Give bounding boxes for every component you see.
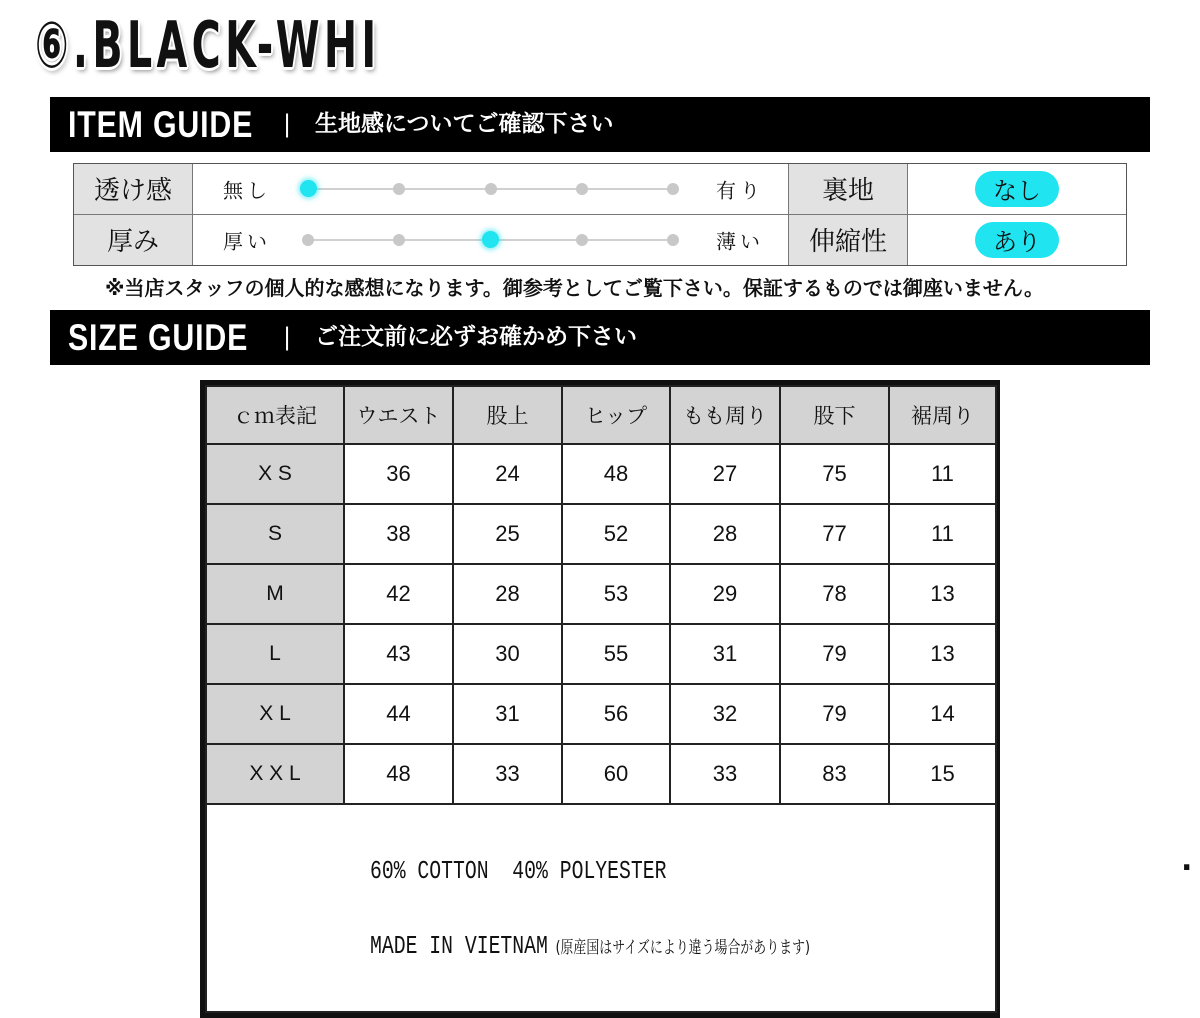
size-label: X S bbox=[206, 444, 344, 504]
measurement-cell: 44 bbox=[344, 684, 453, 744]
measurement-cell: 27 bbox=[670, 444, 780, 504]
size-row bbox=[206, 564, 996, 624]
size-guide-heading: SIZE GUIDE bbox=[68, 317, 249, 358]
measurement-header: ウエスト bbox=[344, 386, 453, 444]
measurement-cell: 11 bbox=[889, 444, 996, 504]
measurement-header: 股下 bbox=[780, 386, 889, 444]
size-guide-separator: | bbox=[283, 323, 292, 351]
scale-step bbox=[665, 179, 681, 199]
item-label-transparency: 透け感 bbox=[74, 164, 193, 215]
measurement-header: 股上 bbox=[453, 386, 562, 444]
size-guide-bar bbox=[50, 310, 1150, 365]
scale-step bbox=[391, 179, 407, 199]
size-row bbox=[206, 684, 996, 744]
measurement-header: 裾周り bbox=[889, 386, 996, 444]
measurement-cell: 43 bbox=[344, 624, 453, 684]
size-table-header-row bbox=[206, 386, 996, 444]
stretch-value-cell bbox=[908, 215, 1126, 266]
measurement-cell: 36 bbox=[344, 444, 453, 504]
scale-dot-selected bbox=[482, 231, 499, 248]
lining-value-badge: なし bbox=[975, 171, 1059, 207]
fabric-info-cell bbox=[206, 804, 996, 1012]
measurement-cell: 79 bbox=[780, 624, 889, 684]
unit-header: ｃｍ表記 bbox=[206, 386, 344, 444]
measurement-cell: 13 bbox=[889, 624, 996, 684]
scale-step bbox=[300, 179, 316, 199]
measurement-cell: 78 bbox=[780, 564, 889, 624]
size-row bbox=[206, 444, 996, 504]
measurement-cell: 52 bbox=[562, 504, 670, 564]
measurement-cell: 48 bbox=[562, 444, 670, 504]
measurement-cell: 56 bbox=[562, 684, 670, 744]
measurement-cell: 33 bbox=[453, 744, 562, 804]
transparency-scale bbox=[193, 164, 789, 215]
size-label: X L bbox=[206, 684, 344, 744]
measurement-cell: 31 bbox=[670, 624, 780, 684]
size-table-body bbox=[206, 444, 996, 804]
size-table bbox=[205, 385, 997, 1013]
size-label: S bbox=[206, 504, 344, 564]
item-guide-heading: ITEM GUIDE bbox=[68, 104, 254, 145]
item-label-thickness: 厚み bbox=[74, 215, 193, 266]
scale-dot bbox=[393, 234, 405, 246]
color-variant-title: ⑥.BLACK-WHI bbox=[35, 9, 381, 83]
scale-left-label: 厚い bbox=[223, 229, 271, 254]
measurement-cell: 11 bbox=[889, 504, 996, 564]
size-table-frame bbox=[200, 380, 1000, 1018]
item-label-lining: 裏地 bbox=[789, 164, 908, 215]
scale-dot bbox=[302, 234, 314, 246]
stretch-value-badge: あり bbox=[975, 222, 1059, 258]
measurement-cell: 42 bbox=[344, 564, 453, 624]
size-row bbox=[206, 504, 996, 564]
size-row bbox=[206, 744, 996, 804]
scale-right-label: 有り bbox=[716, 178, 764, 203]
measurement-cell: 29 bbox=[670, 564, 780, 624]
scale-right-label: 薄い bbox=[716, 229, 764, 254]
scale-dot-selected bbox=[300, 180, 317, 197]
size-label: L bbox=[206, 624, 344, 684]
scale-left-label: 無し bbox=[223, 178, 271, 203]
scale-dot bbox=[576, 234, 588, 246]
measurement-cell: 79 bbox=[780, 684, 889, 744]
scale-step bbox=[300, 230, 316, 250]
measurement-cell: 28 bbox=[670, 504, 780, 564]
disclaimer-note: ※当店スタッフの個人的な感想になります。御参考としてご覧下さい。保証するものでは御座いません。 bbox=[105, 276, 1045, 300]
item-guide-subtitle: 生地感についてご確認下さい bbox=[315, 111, 614, 137]
measurement-cell: 31 bbox=[453, 684, 562, 744]
scale-step bbox=[483, 230, 499, 250]
size-guide-subtitle: ご注文前に必ずお確かめ下さい bbox=[315, 324, 637, 350]
measurement-header: もも周り bbox=[670, 386, 780, 444]
origin-line bbox=[370, 931, 845, 961]
measurement-cell: 28 bbox=[453, 564, 562, 624]
size-row bbox=[206, 624, 996, 684]
measurement-cell: 77 bbox=[780, 504, 889, 564]
scale-step bbox=[574, 230, 590, 250]
measurement-cell: 24 bbox=[453, 444, 562, 504]
scale-dot bbox=[667, 234, 679, 246]
scale-dot bbox=[393, 183, 405, 195]
size-label: X X L bbox=[206, 744, 344, 804]
scale-step bbox=[483, 179, 499, 199]
scale-dot bbox=[485, 183, 497, 195]
country-of-origin: MADE IN VIETNAM bbox=[370, 931, 548, 961]
measurement-header: ヒップ bbox=[562, 386, 670, 444]
item-label-stretch: 伸縮性 bbox=[789, 215, 908, 266]
measurement-cell: 55 bbox=[562, 624, 670, 684]
origin-note: (原産国はサイズにより違う場合があります) bbox=[555, 938, 811, 958]
material-composition: 60% COTTON 40% POLYESTER bbox=[370, 856, 667, 886]
trailing-mark: . bbox=[1181, 843, 1193, 878]
measurement-cell: 13 bbox=[889, 564, 996, 624]
measurement-cell: 83 bbox=[780, 744, 889, 804]
scale-track bbox=[300, 179, 681, 199]
measurement-cell: 48 bbox=[344, 744, 453, 804]
item-guide-separator: | bbox=[283, 110, 292, 138]
scale-step bbox=[665, 230, 681, 250]
size-label: M bbox=[206, 564, 344, 624]
fabric-info bbox=[370, 805, 845, 1011]
scale-track bbox=[300, 230, 681, 250]
measurement-cell: 33 bbox=[670, 744, 780, 804]
measurement-cell: 14 bbox=[889, 684, 996, 744]
measurement-cell: 53 bbox=[562, 564, 670, 624]
measurement-cell: 60 bbox=[562, 744, 670, 804]
scale-step bbox=[391, 230, 407, 250]
fabric-feel-table bbox=[73, 163, 1127, 266]
measurement-cell: 38 bbox=[344, 504, 453, 564]
lining-value-cell bbox=[908, 164, 1126, 215]
thickness-scale bbox=[193, 215, 789, 266]
measurement-cell: 15 bbox=[889, 744, 996, 804]
fabric-info-row bbox=[206, 804, 996, 1012]
measurement-cell: 75 bbox=[780, 444, 889, 504]
measurement-cell: 30 bbox=[453, 624, 562, 684]
item-guide-bar bbox=[50, 97, 1150, 152]
scale-step bbox=[574, 179, 590, 199]
measurement-cell: 32 bbox=[670, 684, 780, 744]
measurement-cell: 25 bbox=[453, 504, 562, 564]
scale-dot bbox=[576, 183, 588, 195]
scale-dot bbox=[667, 183, 679, 195]
